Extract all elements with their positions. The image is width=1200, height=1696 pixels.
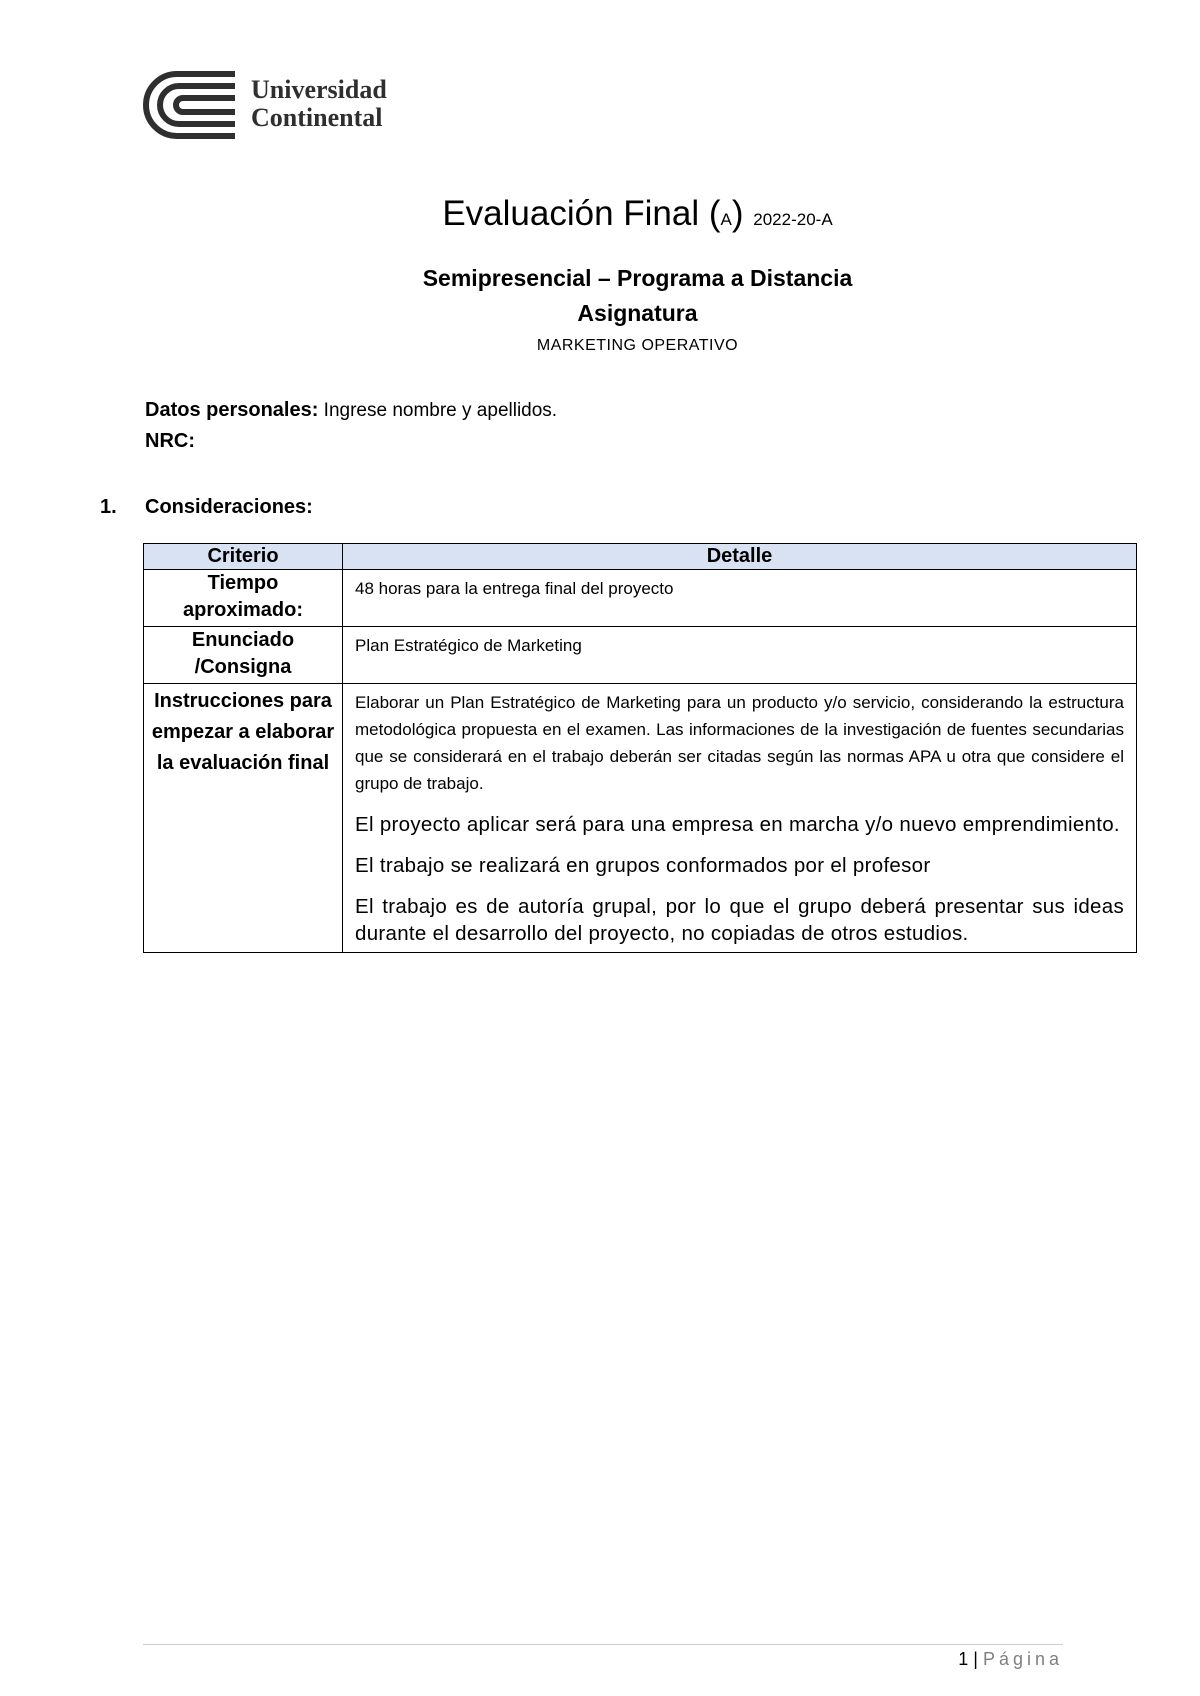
page-number: 1 — [958, 1649, 969, 1669]
title-main: Evaluación Final — [442, 194, 700, 233]
university-logo — [143, 70, 443, 140]
page-label: Página — [982, 1649, 1063, 1669]
section-number: 1. — [100, 496, 117, 518]
criterion-detail: Plan Estratégico de Marketing — [343, 627, 1137, 684]
section-heading — [100, 496, 313, 519]
section-title: Consideraciones: — [145, 496, 313, 518]
instruction-paragraph: El trabajo se realizará en grupos conformados por el profesor — [355, 854, 931, 877]
criterion-detail: 48 horas para la entrega final del proyecto — [343, 570, 1137, 627]
subject-label: Asignatura — [577, 300, 698, 326]
personal-data-label: Datos personales: — [145, 399, 319, 421]
page-title — [0, 194, 1200, 234]
nrc-label: NRC: — [145, 430, 195, 452]
university-name-line1: Universidad — [251, 75, 387, 104]
subject-name: MARKETING OPERATIVO — [536, 337, 739, 354]
nrc-line — [145, 430, 195, 453]
footer-separator: | — [973, 1649, 978, 1669]
title-version: A — [720, 210, 732, 229]
title-code: 2022-20-A — [753, 210, 833, 229]
personal-data-line — [145, 399, 557, 422]
header-criterio: Criterio — [144, 544, 343, 570]
footer-divider — [143, 1644, 1063, 1645]
personal-data-value: Ingrese nombre y apellidos. — [323, 400, 558, 421]
university-name — [251, 76, 387, 132]
table-row — [144, 570, 1137, 627]
instruction-paragraph: El trabajo es de autoría grupal, por lo que el grupo deberá presentar sus ideas durante el desarrollo del proyecto, no copiadas de otros estudios. — [355, 895, 1124, 945]
criterion-label: Enunciado /Consigna — [144, 627, 343, 684]
continental-logo-icon — [143, 70, 239, 140]
table-row — [144, 627, 1137, 684]
university-name-line2: Continental — [251, 103, 383, 132]
title-paren-open: ( — [708, 194, 721, 233]
page-footer — [958, 1649, 1063, 1670]
criterion-label: Instrucciones para empezar a elaborar la evaluación final — [144, 684, 343, 953]
modality-subtitle: Semipresencial – Programa a Distancia — [422, 265, 853, 291]
criterion-label: Tiempo aproximado: — [144, 570, 343, 627]
header-detalle: Detalle — [343, 544, 1137, 570]
table-row — [144, 684, 1137, 953]
instruction-paragraph: Elaborar un Plan Estratégico de Marketing para un producto y/o servicio, considerando la estructura metodológica propuesta en el examen. Las informaciones de la investigación de fuentes secundarias que se considerará en el trabajo deberán ser citadas según las normas APA u otra que considere el grupo de trabajo. — [355, 693, 1124, 793]
table-header-row — [144, 544, 1137, 570]
criteria-table — [143, 543, 1137, 953]
title-paren-close: ) — [731, 194, 744, 233]
criterion-detail — [343, 684, 1137, 953]
instruction-paragraph: El proyecto aplicar será para una empresa en marcha y/o nuevo emprendimiento. — [355, 813, 1120, 836]
